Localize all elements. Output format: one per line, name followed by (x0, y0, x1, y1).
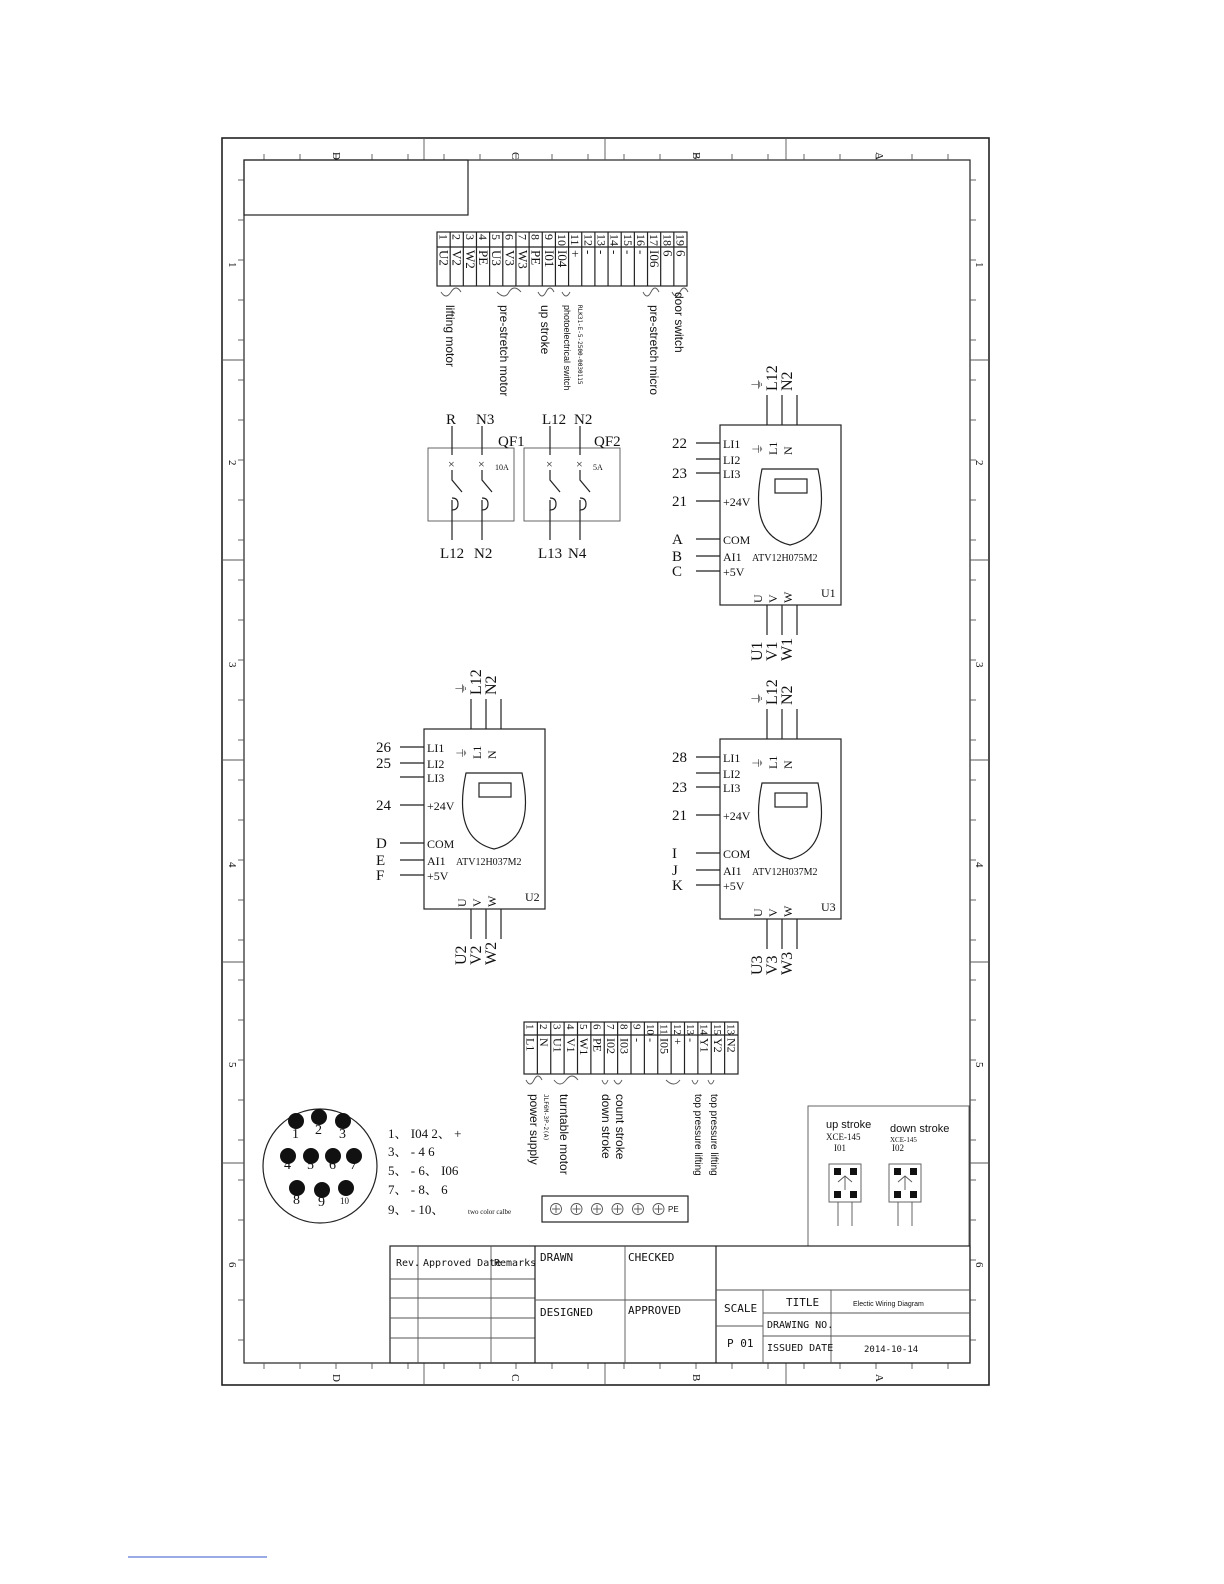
tb-checked: CHECKED (628, 1251, 675, 1264)
terminal-number: 13 (724, 1024, 737, 1035)
svg-text:×: × (478, 457, 485, 471)
input-pin-label: ⏚ (751, 756, 765, 769)
tb-approved-date: Approved Date (423, 1258, 502, 1269)
zone-letter: C (509, 152, 521, 160)
terminal-number: 16 (633, 234, 648, 246)
terminal-label: PE (476, 250, 492, 266)
bottom-terminal-groups (526, 1076, 719, 1176)
qf2-top-n2: N2 (574, 412, 593, 428)
qf1-bottom-l12: L12 (440, 546, 465, 562)
zone-number: 3 (973, 662, 985, 668)
pin-label: AI1 (723, 550, 742, 564)
connector-legend (388, 1126, 511, 1217)
pin-label: LI2 (723, 767, 741, 781)
wire-number: 25 (376, 756, 391, 772)
legend-note: two color calbe (468, 1208, 512, 1216)
terminal-number: 3 (550, 1024, 563, 1030)
input-pin-label: L1 (766, 441, 780, 455)
output-wire-label: W2 (483, 941, 500, 965)
group-label: photoelectrical switch (562, 305, 572, 391)
terminal-number: 19 (673, 234, 688, 246)
zone-letter: B (690, 152, 702, 160)
tb-issued-date: ISSUED DATE (767, 1343, 834, 1354)
zone-letter: B (690, 1374, 702, 1382)
terminal-label: Y2 (710, 1038, 725, 1053)
input-pin-label: ⏚ (751, 442, 765, 455)
inverter-model: ATV12H037M2 (752, 867, 818, 878)
qf1-bottom-n2: N2 (474, 546, 493, 562)
output-wire-label: U2 (453, 945, 470, 965)
wire-number: E (376, 853, 386, 869)
output-pin-label: V (766, 908, 780, 917)
tb-rev: Rev. (396, 1258, 421, 1269)
terminal-number: 5 (489, 234, 504, 240)
terminal-label: U1 (550, 1038, 565, 1053)
group-label: down stroke (599, 1094, 613, 1159)
output-pin-label: U (455, 898, 469, 907)
switch-model-up: XCE-145 (826, 1132, 861, 1142)
display-bezel (759, 469, 822, 545)
pin-number: 7 (350, 1158, 357, 1173)
input-pin-label: L1 (766, 755, 780, 769)
switch-title-down: down stroke (890, 1123, 950, 1135)
pin-label: COM (427, 837, 455, 851)
terminal-number: 17 (647, 234, 662, 246)
terminal-label: W3 (515, 250, 531, 269)
pin-label: LI2 (427, 757, 445, 771)
legend-line: 5、 - 6、 I06 (388, 1163, 459, 1178)
terminal-label: + (670, 1038, 685, 1045)
pin-label: COM (723, 533, 751, 547)
terminal-label: - (630, 1038, 645, 1042)
terminal-label: L1 (523, 1038, 538, 1052)
group-label: turntable motor (557, 1094, 571, 1175)
group-note: JLF6M-3P-2(A) (542, 1094, 549, 1141)
terminal-label: - (644, 1038, 659, 1042)
terminal-number: 9 (630, 1024, 643, 1030)
wire-number: K (672, 878, 683, 894)
terminal-number: 6 (502, 234, 517, 240)
title-block-labels (396, 1251, 924, 1355)
down-stroke-switch-icon (889, 1164, 921, 1226)
zone-number: 2 (973, 460, 985, 466)
terminal-number: 2 (537, 1024, 550, 1030)
terminal-label: N2 (724, 1038, 739, 1053)
terminal-label: PE (528, 250, 544, 266)
input-pin-label: N (781, 446, 795, 455)
wire-number: 21 (672, 808, 687, 824)
wire-number: 26 (376, 740, 391, 756)
terminal-label: - (684, 1038, 699, 1042)
legend-line: 9、 - 10、 (388, 1202, 445, 1217)
tb-remarks: Remarks (494, 1258, 537, 1269)
switch-io-down: I02 (892, 1143, 904, 1153)
legend-line: 3、 - 4 6 (388, 1144, 435, 1159)
display-bezel (759, 783, 822, 859)
terminal-number: 13 (684, 1024, 697, 1035)
pin-number: 5 (307, 1158, 314, 1173)
wire-number: 23 (672, 466, 687, 482)
terminal-label: PE (590, 1038, 605, 1053)
supply-label: N2 (779, 371, 796, 391)
supply-label: N2 (779, 685, 796, 705)
group-label: count stroke (613, 1094, 627, 1160)
inverter-u2 (376, 669, 545, 965)
terminal-number: 9 (541, 234, 556, 240)
terminal-label: N (537, 1038, 552, 1047)
zone-number: 6 (973, 1262, 985, 1268)
group-note: RLK31-E-5-2500-0030115 (576, 305, 583, 385)
output-wire-label: V3 (764, 955, 781, 975)
group-label: top pressure lifting (692, 1094, 703, 1176)
inverter-id: U3 (821, 900, 836, 914)
tb-scale: SCALE (724, 1302, 758, 1315)
wire-number: C (672, 564, 683, 580)
zone-number: 4 (226, 862, 238, 868)
group-label: power supply (527, 1094, 541, 1165)
qf1-top-n3: N3 (476, 412, 495, 428)
pin-label: +24V (723, 495, 751, 509)
qf1-name: QF1 (498, 434, 525, 450)
pin-label: +24V (723, 809, 751, 823)
supply-label: ⏚ (454, 681, 469, 695)
terminal-label: W1 (577, 1038, 592, 1056)
terminal-number: 7 (603, 1024, 616, 1030)
pin-number: 10 (340, 1196, 349, 1206)
zone-number: 4 (973, 862, 985, 868)
terminal-number: 11 (568, 234, 583, 246)
display-screen (479, 783, 511, 797)
pin-number: 6 (329, 1158, 336, 1173)
terminal-label: - (633, 250, 649, 255)
wire-number: 28 (672, 750, 687, 766)
pin-label: LI3 (427, 771, 445, 785)
terminal-number: 4 (563, 1024, 576, 1030)
terminal-label: I03 (617, 1038, 632, 1054)
terminal-label: I01 (541, 250, 557, 268)
ground-strip (542, 1196, 688, 1222)
supply-label: ⏚ (750, 377, 765, 391)
pin-label: LI3 (723, 781, 741, 795)
bottom-terminal-block (524, 1022, 739, 1074)
output-pin-label: W (485, 895, 499, 907)
terminal-label: Y1 (697, 1038, 712, 1053)
supply-label: L12 (468, 669, 485, 695)
up-stroke-switch-icon (829, 1164, 861, 1226)
output-wire-label: W1 (779, 637, 796, 661)
pin-number: 2 (315, 1123, 322, 1138)
terminal-label: - (581, 250, 597, 255)
zone-letter: D (330, 152, 342, 160)
supply-label: L12 (764, 365, 781, 391)
display-bezel (463, 773, 526, 849)
terminal-label: U3 (489, 250, 505, 266)
inverter-id: U1 (821, 586, 836, 600)
group-label: top pressure lifting (708, 1094, 719, 1176)
display-screen (775, 793, 807, 807)
zone-number: 5 (226, 1062, 238, 1068)
terminal-number: 2 (449, 234, 464, 240)
pin-label: LI2 (723, 453, 741, 467)
output-wire-label: U1 (749, 641, 766, 661)
terminal-number: 5 (577, 1024, 590, 1030)
zone-letter: D (330, 1374, 342, 1382)
terminal-number: 15 (710, 1024, 723, 1035)
terminal-label: V2 (449, 250, 465, 266)
pin-label: LI1 (723, 751, 741, 765)
zone-number: 6 (226, 1262, 238, 1268)
pin-number: 4 (284, 1158, 291, 1173)
tb-title-value: Electic Wiring Diagram (853, 1301, 924, 1308)
terminal-label: I05 (657, 1038, 672, 1054)
terminal-number: 14 (607, 234, 622, 246)
supply-label: L12 (764, 679, 781, 705)
terminal-number: 6 (590, 1024, 603, 1030)
svg-text:×: × (576, 457, 583, 471)
tb-drawing-no: DRAWING NO. (767, 1320, 834, 1331)
zone-number: 5 (973, 1062, 985, 1068)
pin-number: 9 (318, 1195, 325, 1210)
output-wire-label: V1 (764, 641, 781, 661)
ten-pin-connector (263, 1109, 377, 1223)
tb-drawn: DRAWN (540, 1251, 574, 1264)
input-pin-label: N (781, 760, 795, 769)
pin-number: 1 (292, 1127, 299, 1142)
pin-label: LI3 (723, 467, 741, 481)
terminal-number: 13 (594, 234, 609, 246)
zone-letter: A (873, 1374, 885, 1382)
group-label: door switch (672, 292, 686, 353)
terminal-label: - (607, 250, 623, 255)
output-pin-label: U (751, 594, 765, 603)
svg-text:×: × (546, 457, 553, 471)
terminal-number: 18 (660, 234, 675, 246)
terminal-number: 12 (581, 234, 596, 246)
svg-text:×: × (448, 457, 455, 471)
legend-line: 1、 I04 2、 + (388, 1126, 462, 1141)
switch-io-up: I01 (834, 1143, 846, 1153)
terminal-label: V3 (502, 250, 518, 266)
output-pin-label: V (766, 594, 780, 603)
group-label: up stroke (538, 305, 552, 355)
terminal-number: 1 (436, 234, 451, 240)
inverters (376, 365, 841, 975)
pin-label: COM (723, 847, 751, 861)
pin-label: +5V (723, 565, 745, 579)
qf2-bottom-n4: N4 (568, 546, 587, 562)
supply-label: ⏚ (750, 691, 765, 705)
terminal-number: 7 (515, 234, 530, 240)
terminal-number: 10 (644, 1024, 657, 1035)
tb-issued-value: 2014-10-14 (864, 1345, 919, 1355)
wire-number: B (672, 549, 683, 565)
output-pin-label: W (781, 591, 795, 603)
terminal-number: 11 (657, 1024, 670, 1035)
switch-model-down: XCE-145 (890, 1136, 917, 1144)
output-wire-label: V2 (468, 945, 485, 965)
group-label: pre-stretch micro (647, 305, 661, 396)
group-label: lifting motor (443, 305, 457, 368)
tb-approved: APPROVED (628, 1304, 681, 1317)
inverter-model: ATV12H075M2 (752, 553, 818, 564)
terminal-number: 12 (670, 1024, 683, 1035)
terminal-label: I06 (647, 250, 663, 268)
tb-scale-value: P 01 (727, 1337, 754, 1350)
terminal-number: 1 (523, 1024, 536, 1030)
ground-strip-label: PE (668, 1205, 679, 1214)
stroke-switch-box (808, 1106, 969, 1246)
qf2-rating: 5A (593, 463, 603, 472)
connector-pin (338, 1180, 354, 1196)
tb-title-label: TITLE (786, 1296, 820, 1309)
terminal-label: + (568, 250, 584, 258)
terminal-label: U2 (436, 250, 452, 266)
terminal-label: 6 (660, 250, 676, 257)
wire-number: 24 (376, 798, 391, 814)
terminal-number: 10 (555, 234, 569, 246)
terminal-label: I04 (555, 250, 570, 268)
switch-title-up: up stroke (826, 1119, 872, 1131)
terminal-number: 8 (617, 1024, 630, 1030)
output-pin-label: W (781, 905, 795, 917)
wire-number: 23 (672, 780, 687, 796)
zone-number: 3 (226, 662, 238, 668)
drawing-number-box (244, 160, 468, 215)
wire-number: 21 (672, 494, 687, 510)
inverter-u3 (672, 679, 841, 975)
pin-label: LI1 (427, 741, 445, 755)
qf1-top-r: R (446, 412, 457, 428)
output-pin-label: V (470, 898, 484, 907)
pin-label: AI1 (723, 864, 742, 878)
pin-label: +5V (427, 869, 449, 883)
terminal-label: - (620, 250, 636, 255)
wire-number: F (376, 868, 385, 884)
terminal-number: 14 (697, 1024, 710, 1035)
terminal-number: 3 (462, 234, 477, 240)
qf2-top-l12: L12 (542, 412, 567, 428)
input-pin-label: N (485, 750, 499, 759)
input-pin-label: ⏚ (455, 746, 469, 759)
qf2-bottom-l13: L13 (538, 546, 563, 562)
wire-number: J (672, 863, 678, 879)
terminal-label: I02 (603, 1038, 618, 1054)
terminal-number: 4 (476, 234, 491, 240)
supply-label: N2 (483, 675, 500, 695)
top-terminal-block (437, 232, 689, 286)
pin-label: +5V (723, 879, 745, 893)
wire-number: I (672, 846, 677, 862)
group-label: pre-stretch motor (497, 305, 511, 397)
zone-letter: C (509, 1374, 521, 1382)
output-wire-label: U3 (749, 955, 766, 975)
terminal-label: - (594, 250, 610, 255)
zone-number: 1 (973, 262, 985, 268)
output-pin-label: U (751, 908, 765, 917)
terminal-label: V1 (563, 1038, 578, 1053)
tb-designed: DESIGNED (540, 1306, 593, 1319)
terminal-number: 8 (528, 234, 543, 240)
top-terminal-groups (441, 288, 688, 396)
breaker-qf2 (524, 412, 621, 562)
qf1-rating: 10A (495, 463, 509, 472)
pin-number: 8 (293, 1193, 300, 1208)
input-pin-label: L1 (470, 745, 484, 759)
legend-line: 7、 - 8、 6 (388, 1182, 448, 1197)
zone-number: 1 (226, 262, 238, 268)
breaker-qf1 (428, 412, 525, 562)
zone-letter: A (873, 152, 885, 160)
wire-number: D (376, 836, 387, 852)
qf2-name: QF2 (594, 434, 621, 450)
terminal-number: 15 (620, 234, 635, 246)
wire-number: A (672, 532, 683, 548)
terminal-label: 6 (673, 250, 689, 257)
wire-number: 22 (672, 436, 687, 452)
sheet-border (222, 138, 989, 1385)
output-wire-label: W3 (779, 951, 796, 975)
pin-label: AI1 (427, 854, 446, 868)
zone-number: 2 (226, 460, 238, 466)
inverter-id: U2 (525, 890, 540, 904)
pin-label: LI1 (723, 437, 741, 451)
terminal-label: W2 (462, 250, 478, 269)
pin-number: 3 (339, 1127, 346, 1142)
inverter-u1 (672, 365, 841, 661)
inverter-model: ATV12H037M2 (456, 857, 522, 868)
display-screen (775, 479, 807, 493)
pin-label: +24V (427, 799, 455, 813)
